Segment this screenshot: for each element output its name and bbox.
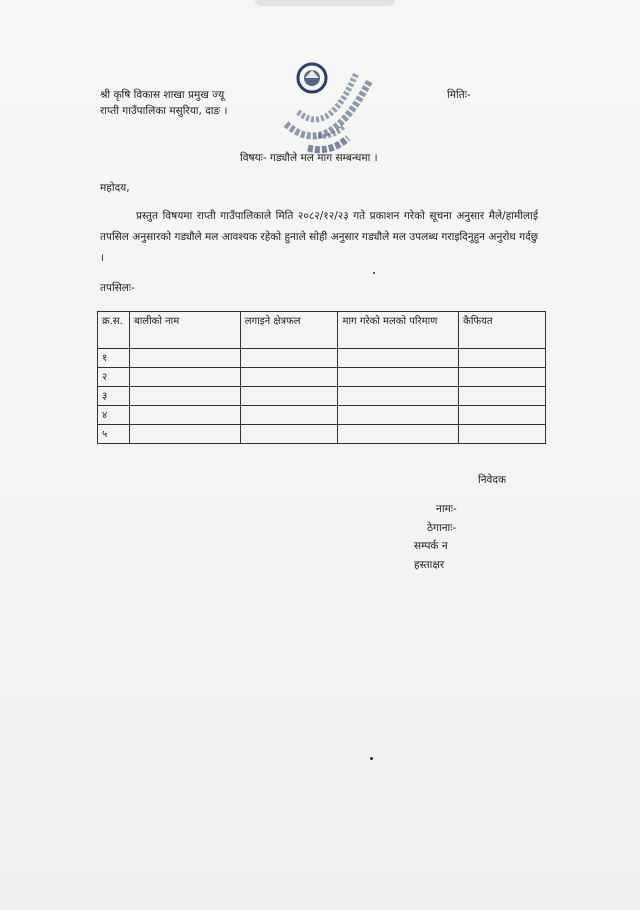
table-row xyxy=(98,425,546,444)
quantity-cell xyxy=(338,406,459,425)
applicant-signature-label: हस्ताक्षर xyxy=(414,559,445,571)
header-quantity: माग गरेको मलको परिमाण xyxy=(338,312,459,349)
applicant-name-label: नामः- xyxy=(436,503,457,515)
header-remarks: कैफियत xyxy=(459,312,546,349)
area-cell xyxy=(240,368,338,387)
applicant-contact-label: सम्पर्क न xyxy=(414,540,448,552)
crop-cell xyxy=(129,387,240,406)
table-header-row xyxy=(98,312,546,349)
office-stamp xyxy=(272,50,384,162)
serial-cell: २ xyxy=(98,368,130,387)
addressee-line-1: श्री कृषि विकास शाखा प्रमुख ज्यू xyxy=(100,89,225,101)
subject-line: विषयः- गड्यौले मल माग सम्बन्धमा । xyxy=(240,152,378,164)
serial-cell: ५ xyxy=(98,425,130,444)
body-paragraph xyxy=(100,206,538,269)
crop-cell xyxy=(129,368,240,387)
quantity-cell xyxy=(338,425,459,444)
header-area: लगाइने क्षेत्रफल xyxy=(240,312,338,349)
speck xyxy=(370,757,373,760)
salutation: महोदय, xyxy=(100,182,130,194)
remarks-cell xyxy=(459,387,546,406)
serial-cell: ३ xyxy=(98,387,130,406)
header-serial: क्र.स. xyxy=(98,312,130,349)
area-cell xyxy=(240,406,338,425)
details-label: तपसिलः- xyxy=(100,282,135,294)
addressee-line-2: राप्ती गाउँपालिका मसुरिया, दाङ । xyxy=(100,105,228,117)
applicant-address-label: ठेगानाः- xyxy=(427,522,457,534)
area-cell xyxy=(240,425,338,444)
area-cell xyxy=(240,387,338,406)
quantity-cell xyxy=(338,368,459,387)
crop-cell xyxy=(129,349,240,368)
serial-cell: ४ xyxy=(98,406,130,425)
quantity-cell xyxy=(338,349,459,368)
applicant-title: निवेदक xyxy=(478,474,507,486)
fertilizer-request-table xyxy=(97,311,546,444)
remarks-cell xyxy=(459,425,546,444)
crop-cell xyxy=(129,425,240,444)
speck xyxy=(373,272,375,274)
table-row xyxy=(98,349,546,368)
body-text: प्रस्तुत विषयमा राप्ती गाउँपालिकाले मिति २०८२/१२/२३ गते प्रकाशन गरेको सूचना अनुसार मैले/हामीलाई तपसिल अनुसारको गड्यौले मल आवश्यक रहेको हुनाले सोही अनुसार गड्यौले मल उपलब्ध गराइदिनुहुन अनुरोध गर्दछु । xyxy=(100,210,538,264)
remarks-cell xyxy=(459,349,546,368)
header-crop-name: बालीको नाम xyxy=(129,312,240,349)
table-row xyxy=(98,387,546,406)
scan-shadow xyxy=(255,0,395,6)
date-label: मितिः- xyxy=(447,89,471,101)
table-row xyxy=(98,368,546,387)
remarks-cell xyxy=(459,406,546,425)
area-cell xyxy=(240,349,338,368)
crop-cell xyxy=(129,406,240,425)
remarks-cell xyxy=(459,368,546,387)
table-row xyxy=(98,406,546,425)
quantity-cell xyxy=(338,387,459,406)
serial-cell: १ xyxy=(98,349,130,368)
